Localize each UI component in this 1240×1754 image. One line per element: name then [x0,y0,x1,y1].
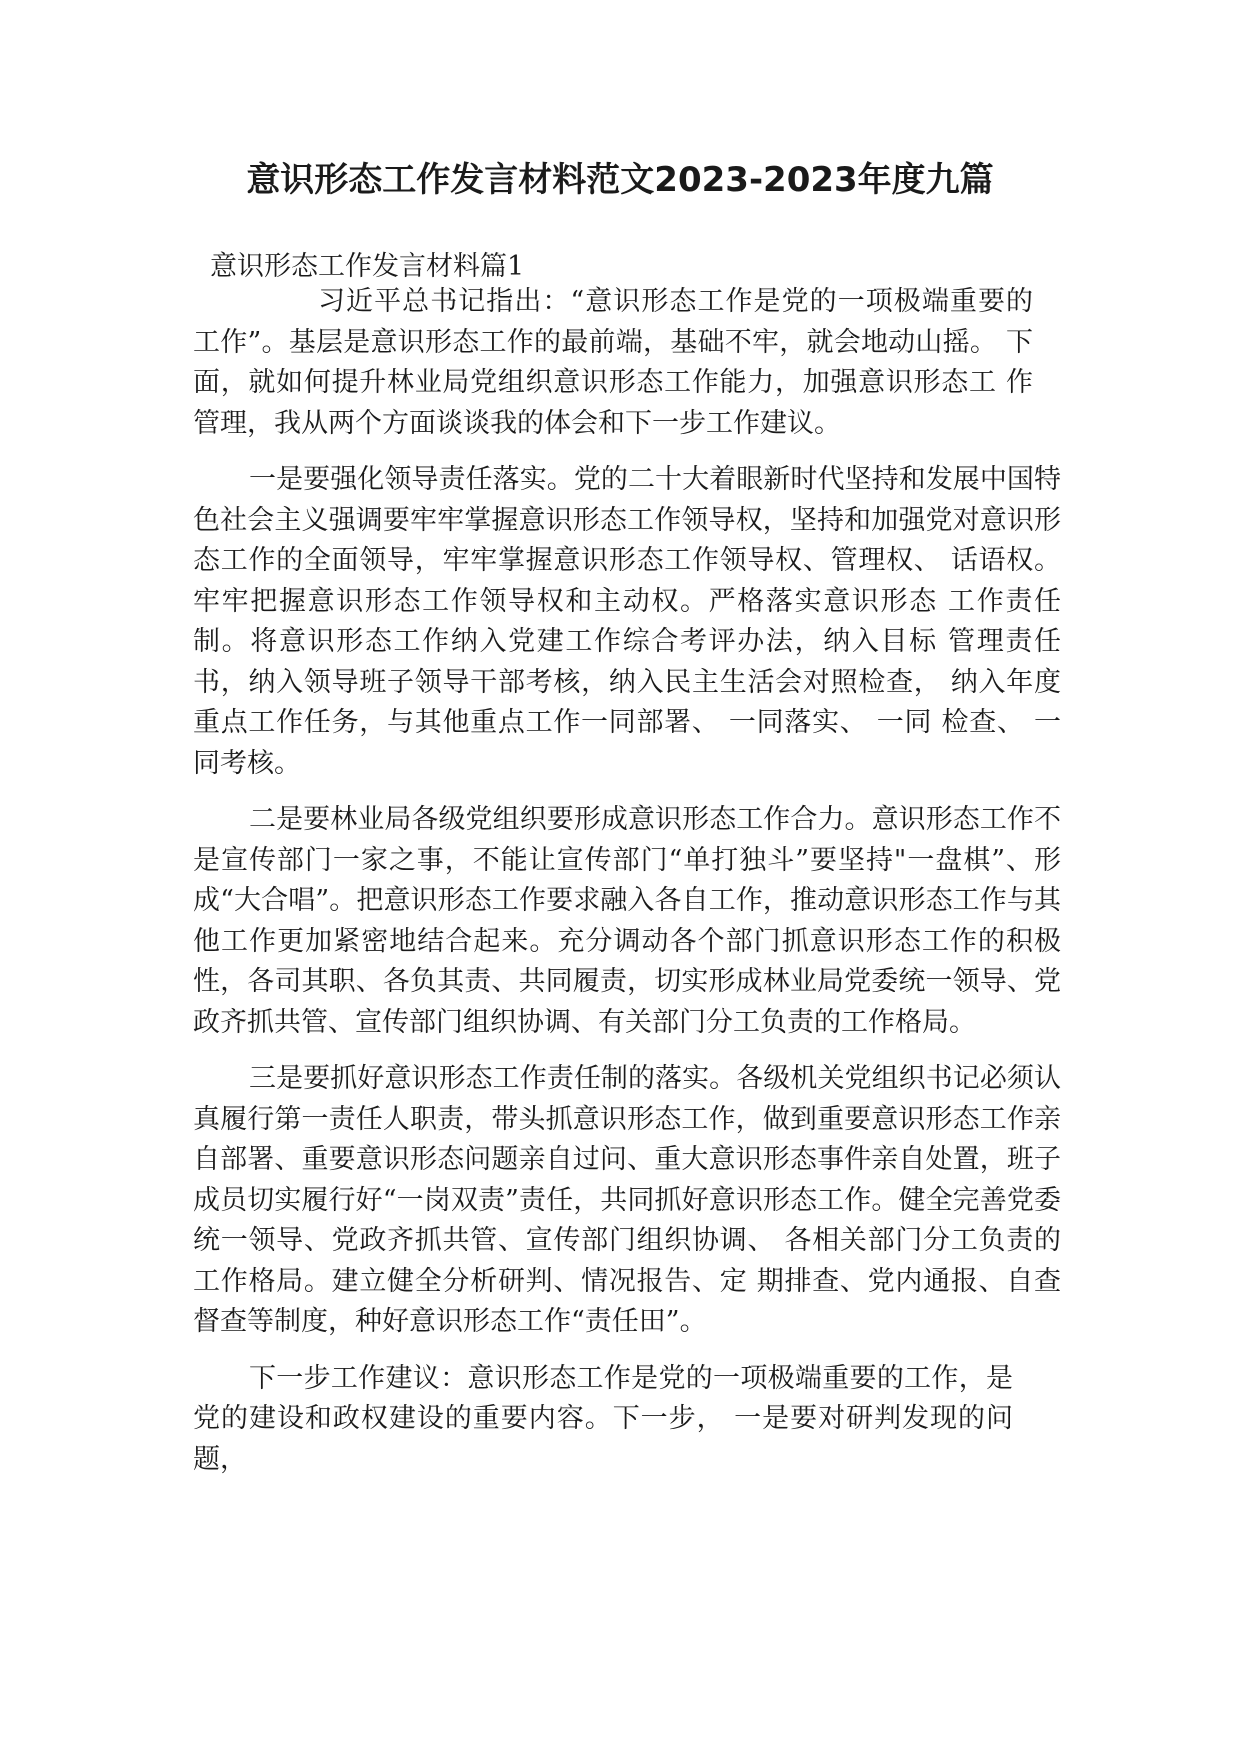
section-title: 意识形态工作发言材料篇1 [210,251,525,282]
paragraph-intro: 习近平总书记指出：“意识形态工作是党的一项极端重要的 工作”。基层是意识形态工作的最前端，基础不牢，就会地动山摇。 下面，就如何提升林业局党组织意识形态工作能力，加强意识形态工 作管理，我从两个方面谈谈我的体会和下一步工作建议。 [193,286,1033,439]
document-title: 意识形态工作发言材料范文2023-2023年度九篇 [246,160,994,200]
paragraph-next-steps: 下一步工作建议：意识形态工作是党的一项极端重要的工作，是党的建设和政权建设的重要内容。下一步， 一是要对研判发现的问题， [193,1362,1013,1475]
paragraph-leadership: 一是要强化领导责任落实。党的二十大着眼新时代坚持和发展中国特色社会主义强调要牢牢掌握意识形态工作领导权，坚持和加强党对意识形态工作的全面领导，牢牢掌握意识形态工作领导权、管理权、 话语权。牢牢把握意识形态工作领导权和主动权。严格落实意识形态 工作责任制。将意识形态工作纳入党建工作综合考评办法，纳入目标 管理责任书，纳入领导班子领导干部考核，纳入民主生活会对照检查， 纳入年度重点工作任务，与其他重点工作一同部署、 一同落实、 一同 检查、 一同考核。 [193,464,1061,779]
paragraph-responsibility: 三是要抓好意识形态工作责任制的落实。各级机关党组织书记必须认真履行第一责任人职责，带头抓意识形态工作，做到重要意识形态工作亲自部署、重要意识形态问题亲自过问、重大意识形态事件亲自处置，班子成员切实履行好“一岗双责”责任，共同抓好意识形态工作。健全完善党委统一领导、党政齐抓共管、宣传部门组织协调、 各相关部门分工负责的工作格局。建立健全分析研判、情况报告、定 期排查、党内通报、自查督查等制度，种好意识形态工作“责任田”。 [193,1063,1061,1337]
paragraph-synergy: 二是要林业局各级党组织要形成意识形态工作合力。意识形态工作不是宣传部门一家之事，不能让宣传部门“单打独斗”要坚持"一盘棋”、形成“大合唱”。把意识形态工作要求融入各自工作，推动意识形态工作与其他工作更加紧密地结合起来。充分调动各个部门抓意识形态工作的积极性，各司其职、各负其责、共同履责，切实形成林业局党委统一领导、党政齐抓共管、宣传部门组织协调、有关部门分工负责的工作格局。 [193,804,1061,1038]
document-body [193,282,1061,1480]
